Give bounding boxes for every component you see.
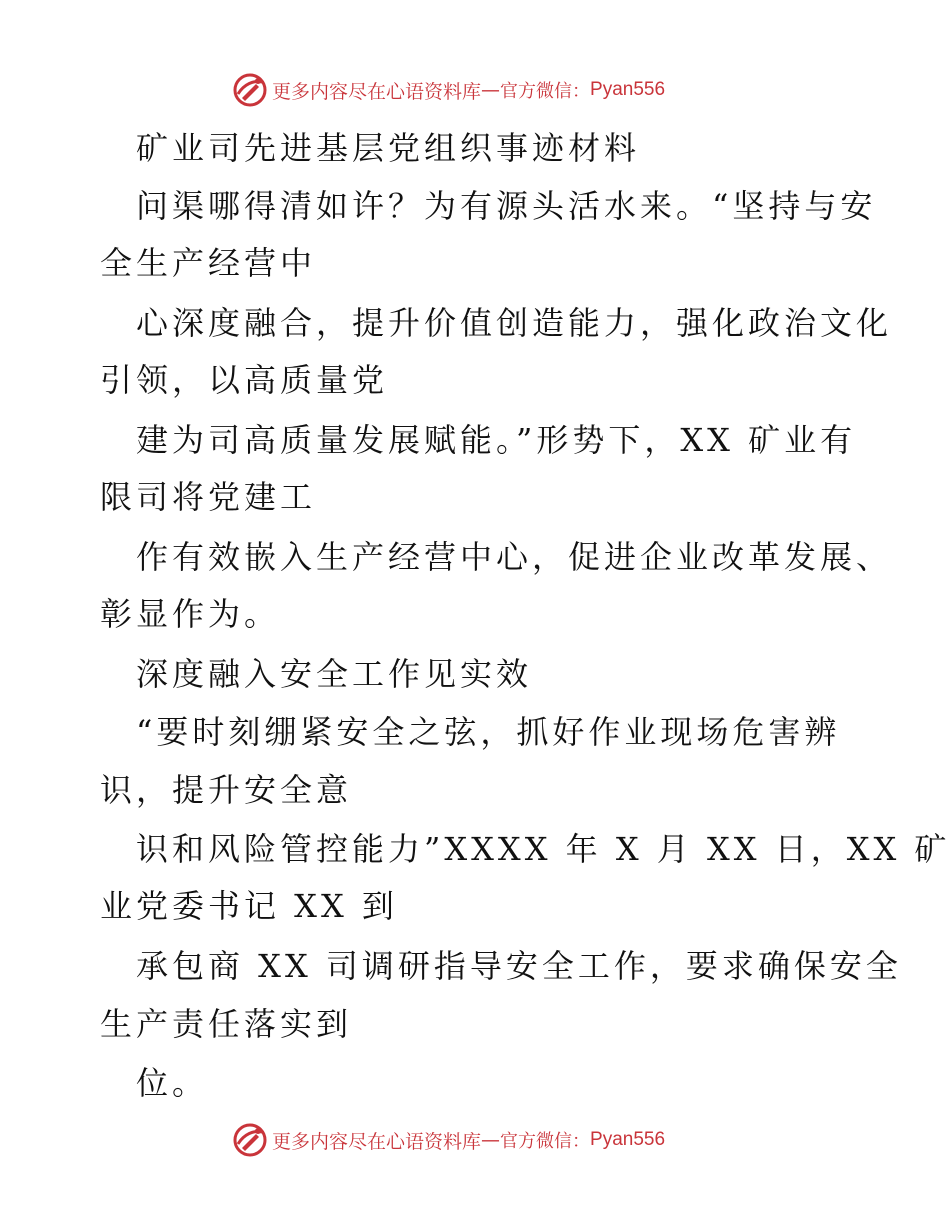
watermark-separator: — [481, 79, 501, 101]
paragraph-line: 问渠哪得清如许？为有源头活水来。“坚持与安 [136, 187, 877, 225]
paragraph-line: 生产责任落实到 [100, 1005, 353, 1043]
paragraph-line: 全生产经营中 [100, 244, 317, 282]
watermark-wechat-id: Pyan556 [590, 79, 666, 100]
watermark-wechat-label: 官方微信： [500, 81, 591, 102]
paragraph-line: 心深度融合，提升价值创造能力，强化政治文化 [136, 304, 893, 342]
paragraph-line: 位。 [136, 1064, 209, 1102]
watermark-header [232, 72, 665, 108]
watermark-text: 更多内容尽在心语资料库 [272, 1130, 482, 1153]
paragraph-line: 引领，以高质量党 [100, 361, 389, 399]
paragraph-line: 彰显作为。 [100, 595, 281, 633]
watermark-wechat-id: Pyan556 [590, 1129, 666, 1150]
paragraph-line: “要时刻绷紧安全之弦，抓好作业现场危害辨 [136, 713, 841, 751]
paragraph-line: 建为司高质量发展赋能。”形势下，XX 矿业有 [136, 421, 857, 459]
watermark-wechat-label: 官方微信： [500, 1131, 591, 1152]
document-title: 矿业司先进基层党组织事迹材料 [136, 129, 641, 167]
paragraph-line: 承包商 XX 司调研指导安全工作，要求确保安全 [136, 947, 902, 985]
watermark-text: 更多内容尽在心语资料库 [272, 80, 482, 103]
brand-logo-icon [232, 1122, 268, 1158]
watermark-separator: — [481, 1129, 501, 1151]
watermark-footer [232, 1122, 665, 1158]
paragraph-line: 限司将党建工 [100, 478, 317, 516]
paragraph-line: 作有效嵌入生产经营中心，促进企业改革发展、 [136, 538, 893, 576]
paragraph-line: 业党委书记 XX 到 [100, 887, 398, 925]
paragraph-line: 识，提升安全意 [100, 771, 353, 809]
section-heading: 深度融入安全工作见实效 [136, 655, 533, 693]
paragraph-line: 识和风险管控能力”XXXX 年 X 月 XX 日，XX 矿 [136, 830, 950, 868]
brand-logo-icon [232, 72, 268, 108]
